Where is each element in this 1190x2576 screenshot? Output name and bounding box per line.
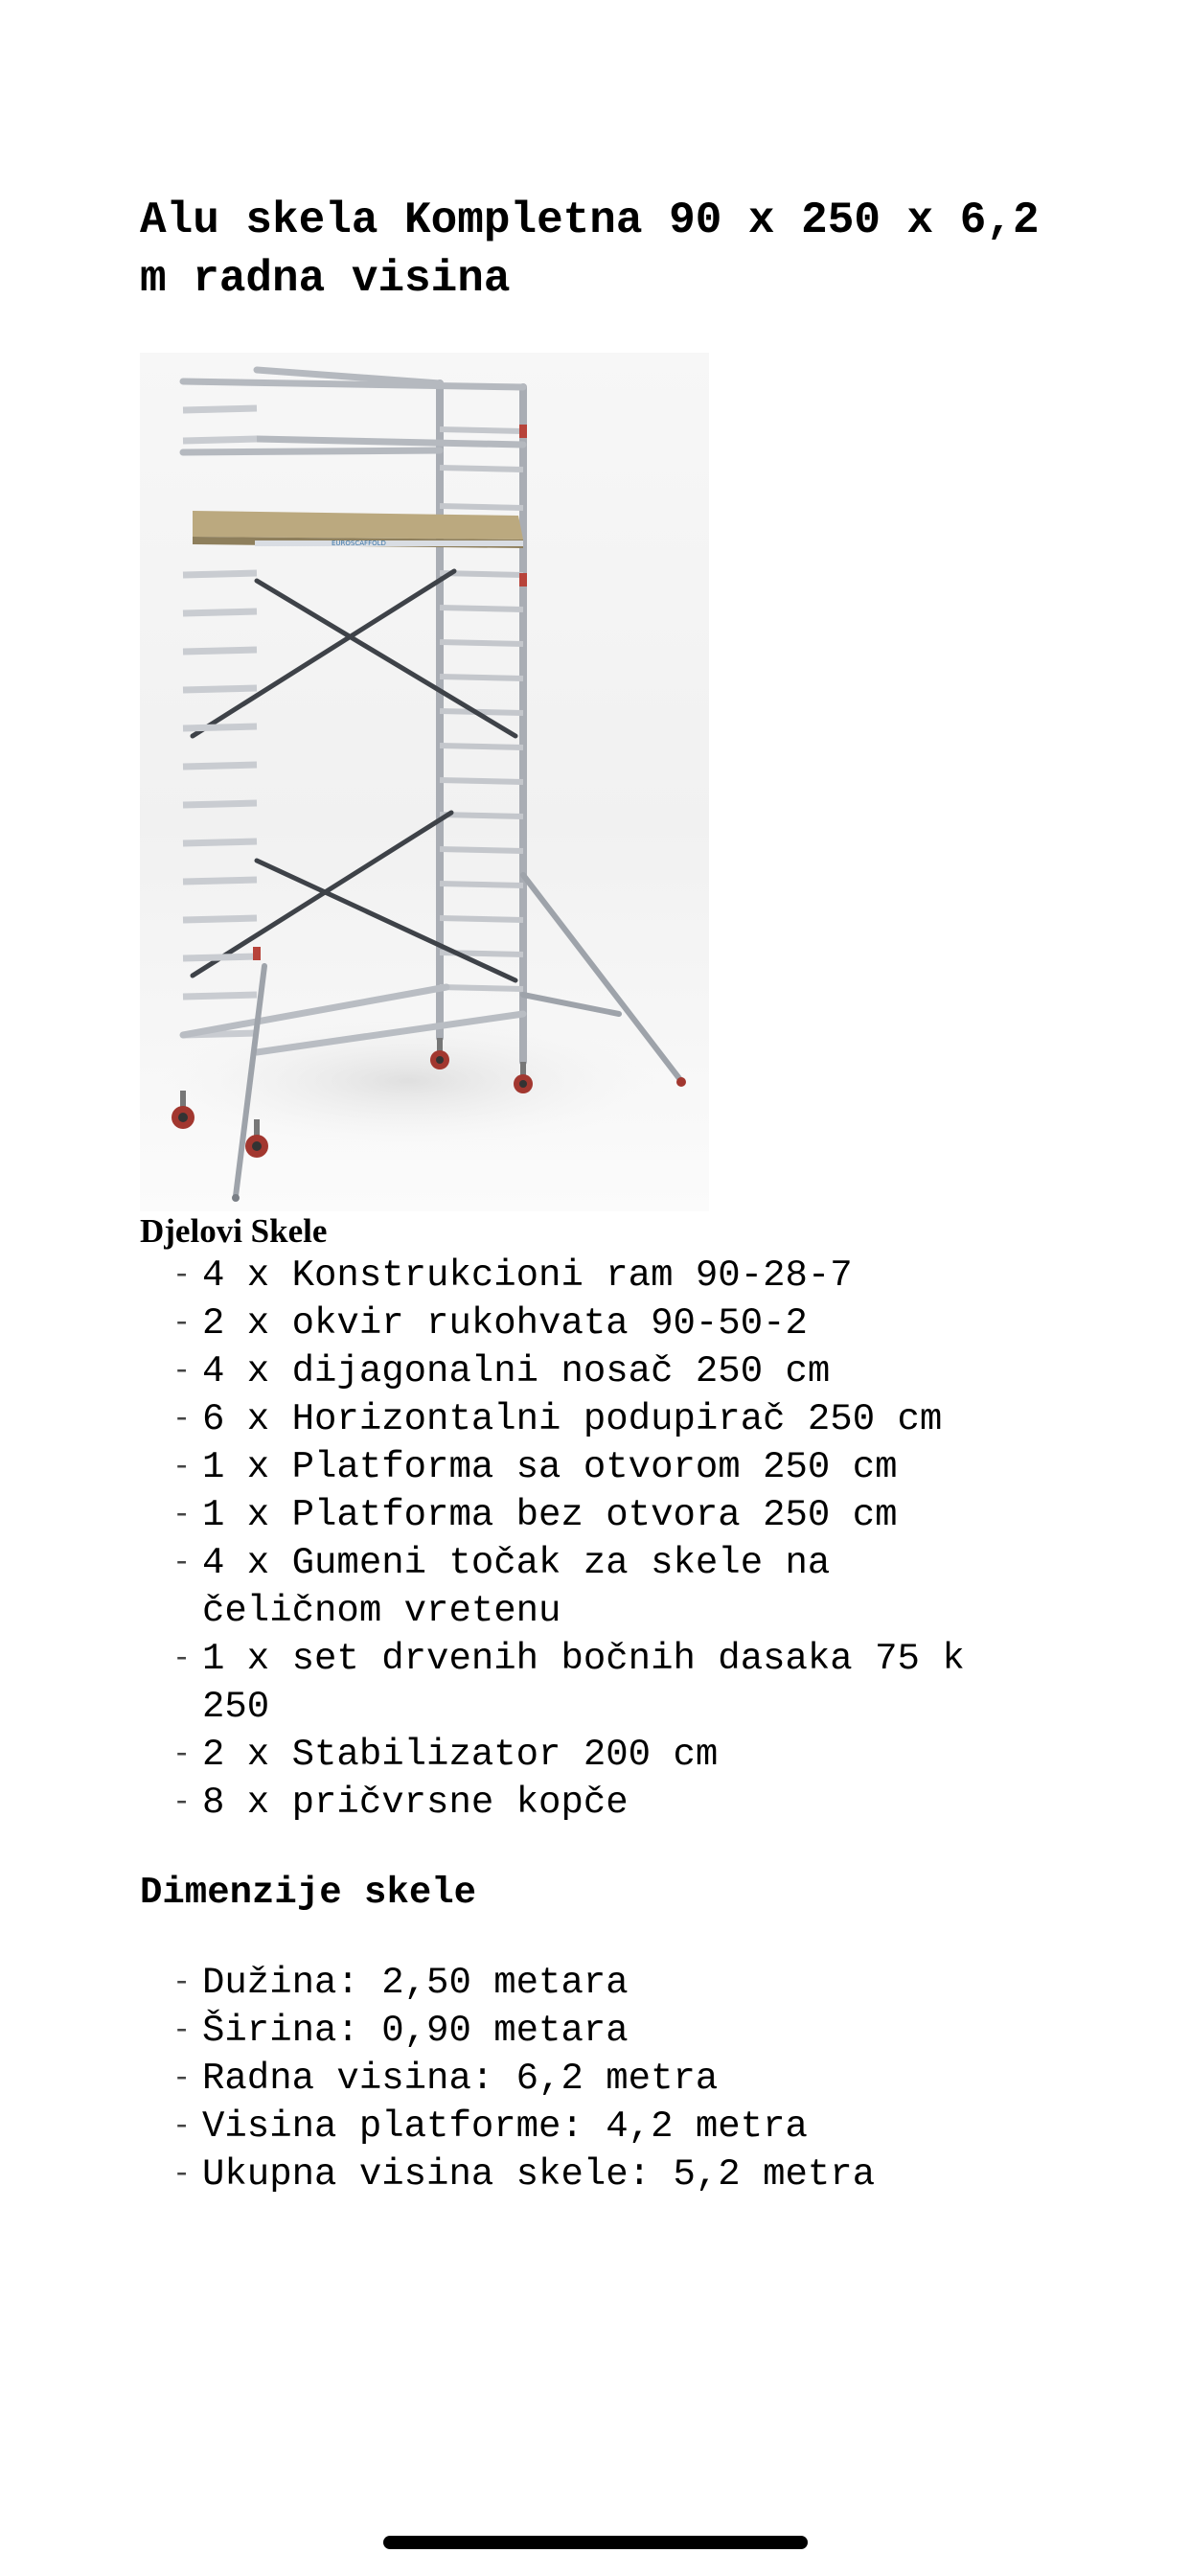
bullet-dash: - <box>172 1401 192 1437</box>
list-item: - 2 x okvir rukohvata 90-50-2 <box>169 1300 1088 1347</box>
parts-heading: Djelovi Skele <box>140 1212 328 1250</box>
platform-brand-label: EUROSCAFFOLD <box>332 540 386 547</box>
list-item: - 1 x Platforma sa otvorom 250 cm <box>169 1443 1088 1491</box>
list-item: - 4 x dijagonalni nosač 250 cm <box>169 1347 1088 1395</box>
bullet-dash: - <box>172 1353 192 1389</box>
product-title: Alu skela Kompletna 90 x 250 x 6,2 m radna visina <box>140 196 1040 304</box>
bullet-dash: - <box>172 2156 192 2192</box>
list-item: - Širina: 0,90 metara <box>169 2007 1088 2055</box>
bullet-dash: - <box>172 1641 192 1676</box>
bullet-dash: - <box>172 1736 192 1772</box>
list-item: - 6 x Horizontalni podupirač 250 cm <box>169 1395 1088 1443</box>
dimensions-list <box>169 1959 1088 2198</box>
bullet-dash: - <box>172 1965 192 2000</box>
list-item: - Visina platforme: 4,2 metra <box>169 2103 1088 2150</box>
list-item: - Radna visina: 6,2 metra <box>169 2055 1088 2103</box>
list-item: - 4 x Gumeni točak za skele na čeličnom vretenu <box>169 1539 1088 1635</box>
list-item: - 2 x Stabilizator 200 cm <box>169 1731 1088 1779</box>
bullet-dash: - <box>172 1784 192 1820</box>
dimensions-heading: Dimenzije skele <box>140 1872 477 1914</box>
parts-list <box>169 1252 1088 1827</box>
bullet-dash: - <box>172 2060 192 2096</box>
bullet-dash: - <box>172 1545 192 1580</box>
home-indicator[interactable] <box>383 2536 808 2549</box>
bullet-dash: - <box>172 1257 192 1293</box>
bullet-dash: - <box>172 1305 192 1341</box>
bullet-dash: - <box>172 1449 192 1484</box>
list-item: - 4 x Konstrukcioni ram 90-28-7 <box>169 1252 1088 1300</box>
list-item: - 8 x pričvrsne kopče <box>169 1779 1088 1827</box>
list-item: - Ukupna visina skele: 5,2 metra <box>169 2150 1088 2198</box>
scaffold-product-image <box>140 353 709 1211</box>
bullet-dash: - <box>172 1497 192 1532</box>
list-item: - 1 x Platforma bez otvora 250 cm <box>169 1491 1088 1539</box>
list-item: - 1 x set drvenih bočnih dasaka 75 k 250 <box>169 1635 1088 1731</box>
list-item: - Dužina: 2,50 metara <box>169 1959 1088 2007</box>
bullet-dash: - <box>172 2012 192 2048</box>
scaffold-illustration <box>140 353 709 1211</box>
bullet-dash: - <box>172 2108 192 2144</box>
